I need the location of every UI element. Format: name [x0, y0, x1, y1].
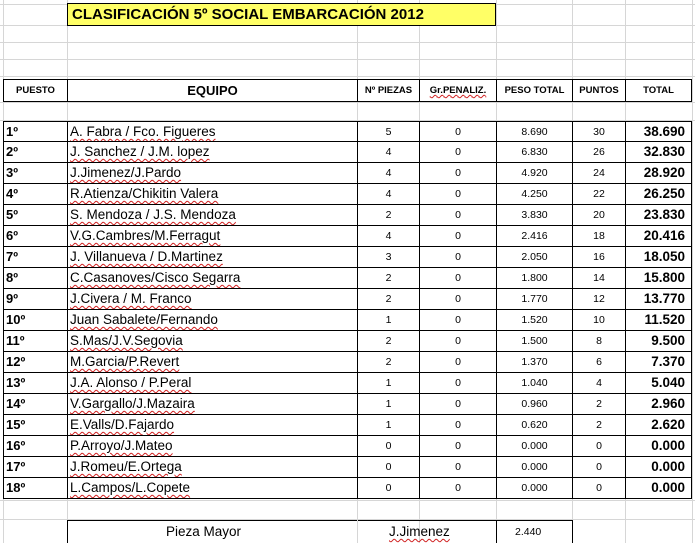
cell-total[interactable]: 0.000: [625, 457, 692, 478]
table-row: [0, 394, 695, 415]
cell-equipo[interactable]: [67, 478, 357, 499]
cell-penaliz[interactable]: 0: [419, 226, 496, 247]
cell-piezas[interactable]: 2: [357, 205, 419, 226]
sheet-title[interactable]: CLASIFICACIÓN 5º SOCIAL EMBARCACIÓN 2012: [67, 3, 496, 26]
cell-puntos[interactable]: 2: [572, 415, 625, 436]
cell-piezas[interactable]: 4: [357, 163, 419, 184]
cell-peso[interactable]: 4.920: [496, 163, 572, 184]
cell-puesto[interactable]: 12º: [3, 352, 67, 373]
table-row: [0, 121, 695, 142]
cell-piezas[interactable]: 5: [357, 121, 419, 142]
cell-equipo[interactable]: [67, 247, 357, 268]
cell-puntos[interactable]: 12: [572, 289, 625, 310]
table-row: [0, 373, 695, 394]
cell-piezas[interactable]: 1: [357, 394, 419, 415]
cell-puesto[interactable]: 11º: [3, 331, 67, 352]
team-name: C.Casanoves/Cisco Segarra: [70, 270, 241, 285]
cell-total[interactable]: 0.000: [625, 478, 692, 499]
cell-piezas[interactable]: 1: [357, 373, 419, 394]
cell-equipo[interactable]: [67, 436, 357, 457]
cell-piezas[interactable]: 1: [357, 415, 419, 436]
team-name: J.Civera / M. Franco: [70, 291, 192, 306]
footer-name[interactable]: J.Jimenez: [389, 524, 450, 539]
cell-equipo[interactable]: [67, 184, 357, 205]
cell-piezas[interactable]: 2: [357, 331, 419, 352]
header-peso[interactable]: PESO TOTAL: [496, 79, 573, 102]
cell-equipo[interactable]: [67, 205, 357, 226]
cell-peso[interactable]: 1.500: [496, 331, 572, 352]
cell-penaliz[interactable]: 0: [419, 268, 496, 289]
cell-piezas[interactable]: 2: [357, 352, 419, 373]
team-name: V.G.Cambres/M.Ferragut: [70, 228, 221, 243]
cell-puesto[interactable]: 9º: [3, 289, 67, 310]
cell-puesto[interactable]: 4º: [3, 184, 67, 205]
team-name: A. Fabra / Fco. Figueres: [70, 124, 216, 139]
cell-peso[interactable]: 1.370: [496, 352, 572, 373]
cell-peso[interactable]: 0.000: [496, 457, 572, 478]
cell-equipo[interactable]: [67, 163, 357, 184]
cell-peso[interactable]: 1.520: [496, 310, 572, 331]
cell-equipo[interactable]: [67, 394, 357, 415]
cell-peso[interactable]: 0.000: [496, 478, 572, 499]
cell-puesto[interactable]: 3º: [3, 163, 67, 184]
cell-total[interactable]: 32.830: [625, 142, 692, 163]
cell-peso[interactable]: 1.040: [496, 373, 572, 394]
cell-penaliz[interactable]: 0: [419, 142, 496, 163]
cell-puntos[interactable]: 0: [572, 457, 625, 478]
table-row: [0, 331, 695, 352]
cell-total[interactable]: 9.500: [625, 331, 692, 352]
cell-puesto[interactable]: 6º: [3, 226, 67, 247]
team-name: J.A. Alonso / P.Peral: [70, 375, 192, 390]
cell-piezas[interactable]: 4: [357, 184, 419, 205]
cell-peso[interactable]: 2.416: [496, 226, 572, 247]
cell-puntos[interactable]: 16: [572, 247, 625, 268]
header-equipo[interactable]: EQUIPO: [67, 79, 358, 102]
footer-value[interactable]: 2.440: [515, 526, 542, 538]
team-name: Juan Sabalete/Fernando: [70, 312, 218, 327]
team-name: V.Gargallo/J.Mazaira: [70, 396, 195, 411]
cell-total[interactable]: 5.040: [625, 373, 692, 394]
cell-peso[interactable]: 6.830: [496, 142, 572, 163]
team-name: L.Campos/L.Copete: [70, 480, 191, 495]
cell-penaliz[interactable]: 0: [419, 184, 496, 205]
cell-puntos[interactable]: 6: [572, 352, 625, 373]
cell-penaliz[interactable]: 0: [419, 310, 496, 331]
team-name: J.Romeu/E.Ortega: [70, 459, 182, 474]
cell-piezas[interactable]: 0: [357, 436, 419, 457]
cell-penaliz[interactable]: 0: [419, 415, 496, 436]
cell-puesto[interactable]: 14º: [3, 394, 67, 415]
cell-piezas[interactable]: 2: [357, 289, 419, 310]
header-piezas[interactable]: Nº PIEZAS: [357, 79, 420, 102]
team-name: J. Villanueva / D.Martinez: [70, 249, 223, 264]
cell-puesto[interactable]: 5º: [3, 205, 67, 226]
cell-piezas[interactable]: 0: [357, 478, 419, 499]
cell-equipo[interactable]: [67, 457, 357, 478]
cell-equipo[interactable]: [67, 331, 357, 352]
cell-total[interactable]: 2.960: [625, 394, 692, 415]
team-name: M.Garcia/P.Revert: [70, 354, 180, 369]
cell-total[interactable]: 20.416: [625, 226, 692, 247]
cell-penaliz[interactable]: 0: [419, 121, 496, 142]
cell-equipo[interactable]: [67, 352, 357, 373]
cell-puntos[interactable]: 20: [572, 205, 625, 226]
cell-puesto[interactable]: 1º: [3, 121, 67, 142]
cell-puntos[interactable]: 10: [572, 310, 625, 331]
cell-peso[interactable]: 1.800: [496, 268, 572, 289]
cell-piezas[interactable]: 3: [357, 247, 419, 268]
cell-penaliz[interactable]: 0: [419, 373, 496, 394]
table-row: [0, 184, 695, 205]
cell-total[interactable]: 7.370: [625, 352, 692, 373]
cell-total[interactable]: 15.800: [625, 268, 692, 289]
team-name: R.Atienza/Chikitin Valera: [70, 186, 219, 201]
cell-total[interactable]: 28.920: [625, 163, 692, 184]
table-row: [0, 247, 695, 268]
team-name: S.Mas/J.V.Segovia: [70, 333, 183, 348]
cell-peso[interactable]: 0.000: [496, 436, 572, 457]
cell-total[interactable]: 23.830: [625, 205, 692, 226]
cell-total[interactable]: 26.250: [625, 184, 692, 205]
cell-peso[interactable]: 8.690: [496, 121, 572, 142]
table-row: [0, 289, 695, 310]
cell-peso[interactable]: 3.830: [496, 205, 572, 226]
table-row: [0, 352, 695, 373]
table-row: [0, 310, 695, 331]
cell-puntos[interactable]: 8: [572, 331, 625, 352]
cell-equipo[interactable]: [67, 289, 357, 310]
team-name: S. Mendoza / J.S. Mendoza: [70, 207, 236, 222]
cell-puntos[interactable]: 0: [572, 478, 625, 499]
table-row: [0, 226, 695, 247]
team-name: J. Sanchez / J.M. lopez: [70, 144, 210, 159]
footer-box: [67, 520, 573, 543]
cell-puesto[interactable]: 8º: [3, 268, 67, 289]
cell-equipo[interactable]: [67, 310, 357, 331]
cell-equipo[interactable]: [67, 373, 357, 394]
team-name: J.Jimenez/J.Pardo: [70, 165, 182, 180]
cell-puntos[interactable]: 24: [572, 163, 625, 184]
table-row: [0, 415, 695, 436]
cell-peso[interactable]: 0.960: [496, 394, 572, 415]
cell-penaliz[interactable]: 0: [419, 394, 496, 415]
table-row: [0, 163, 695, 184]
cell-peso[interactable]: 0.620: [496, 415, 572, 436]
cell-puntos[interactable]: 18: [572, 226, 625, 247]
cell-total[interactable]: 18.050: [625, 247, 692, 268]
cell-puesto[interactable]: 7º: [3, 247, 67, 268]
footer-divider-light: [357, 520, 358, 543]
cell-puesto[interactable]: 13º: [3, 373, 67, 394]
cell-puntos[interactable]: 22: [572, 184, 625, 205]
cell-puesto[interactable]: 18º: [3, 478, 67, 499]
cell-piezas[interactable]: 4: [357, 226, 419, 247]
table-row: [0, 436, 695, 457]
team-name: E.Valls/D.Fajardo: [70, 417, 175, 432]
table-row: [0, 205, 695, 226]
table-row: [0, 457, 695, 478]
cell-peso[interactable]: 1.770: [496, 289, 572, 310]
cell-puesto[interactable]: 16º: [3, 436, 67, 457]
header-puntos[interactable]: PUNTOS: [572, 79, 626, 102]
cell-equipo[interactable]: [67, 226, 357, 247]
cell-penaliz[interactable]: 0: [419, 436, 496, 457]
cell-equipo[interactable]: [67, 121, 357, 142]
cell-puntos[interactable]: 4: [572, 373, 625, 394]
header-puesto[interactable]: PUESTO: [3, 79, 68, 102]
team-name: P.Arroyo/J.Mateo: [70, 438, 173, 453]
cell-peso[interactable]: 2.050: [496, 247, 572, 268]
table-row: [0, 478, 695, 499]
cell-penaliz[interactable]: 0: [419, 478, 496, 499]
cell-total[interactable]: 2.620: [625, 415, 692, 436]
cell-puntos[interactable]: 2: [572, 394, 625, 415]
table-row: [0, 268, 695, 289]
cell-puntos[interactable]: 30: [572, 121, 625, 142]
footer-label[interactable]: Pieza Mayor: [166, 524, 242, 539]
header-total[interactable]: TOTAL: [625, 79, 692, 102]
cell-total[interactable]: 13.770: [625, 289, 692, 310]
cell-puntos[interactable]: 26: [572, 142, 625, 163]
cell-peso[interactable]: 4.250: [496, 184, 572, 205]
cell-puesto[interactable]: 15º: [3, 415, 67, 436]
cell-piezas[interactable]: 1: [357, 310, 419, 331]
cell-piezas[interactable]: 2: [357, 268, 419, 289]
header-penaliz[interactable]: Gr.PENALIZ.: [419, 79, 497, 102]
cell-piezas[interactable]: 0: [357, 457, 419, 478]
cell-total[interactable]: 38.690: [625, 121, 692, 142]
footer-divider: [496, 520, 497, 543]
cell-puntos[interactable]: 0: [572, 436, 625, 457]
table-row: [0, 142, 695, 163]
cell-equipo[interactable]: [67, 415, 357, 436]
cell-penaliz[interactable]: 0: [419, 289, 496, 310]
cell-piezas[interactable]: 4: [357, 142, 419, 163]
cell-total[interactable]: 0.000: [625, 436, 692, 457]
cell-penaliz[interactable]: 0: [419, 352, 496, 373]
cell-penaliz[interactable]: 0: [419, 457, 496, 478]
cell-penaliz[interactable]: 0: [419, 247, 496, 268]
cell-equipo[interactable]: [67, 268, 357, 289]
cell-equipo[interactable]: [67, 142, 357, 163]
cell-penaliz[interactable]: 0: [419, 163, 496, 184]
cell-puntos[interactable]: 14: [572, 268, 625, 289]
cell-puesto[interactable]: 17º: [3, 457, 67, 478]
cell-puesto[interactable]: 2º: [3, 142, 67, 163]
cell-penaliz[interactable]: 0: [419, 331, 496, 352]
cell-puesto[interactable]: 10º: [3, 310, 67, 331]
cell-total[interactable]: 11.520: [625, 310, 692, 331]
cell-penaliz[interactable]: 0: [419, 205, 496, 226]
